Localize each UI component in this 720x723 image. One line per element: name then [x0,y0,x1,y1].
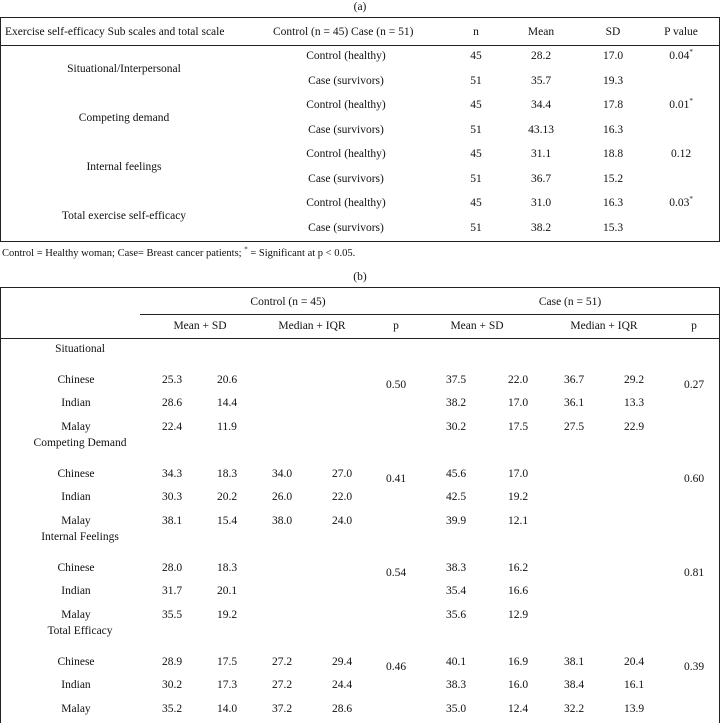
n-cell: 45 [470,50,482,62]
control-sd-cell: 11.9 [217,420,237,433]
mean-cell: 35.7 [530,74,552,87]
ethnicity-label: Indian [61,585,91,597]
case-mean-cell: 38.2 [445,397,467,409]
case-mean-cell: 35.6 [445,608,467,621]
control-mean-cell: 28.0 [161,561,183,574]
control-mean-cell: 34.3 [161,467,183,480]
footnote-definitions: Control = Healthy woman; Case= Breast cancer patients; [2,248,242,259]
control-sd-cell: 20.2 [216,491,238,503]
p-value: 0.01* [669,97,693,111]
case-mean-cell: 37.5 [445,373,467,386]
control-iqr-cell: 22.0 [331,491,353,503]
footnote-significance: = Significant at p < 0.05. [250,248,356,259]
n-cell: 51 [470,221,482,234]
table-a-top-rule [0,17,720,18]
ethnicity-label: Malay [61,608,91,621]
case-mean-cell: 42.5 [445,491,467,503]
ethnicity-label: Malay [61,702,91,715]
control-median-cell: 38.0 [271,514,293,527]
group-label: Case (survivors) [308,221,384,234]
case-sd-cell: 16.6 [507,585,529,597]
case-p-value: 0.81 [683,567,705,579]
table-b-header-rule [0,338,720,339]
control-sd-cell: 17.5 [216,655,238,668]
subscale-name: Internal feelings [86,161,162,173]
case-mean-cell: 40.1 [445,655,467,668]
group-label: Control (healthy) [306,99,386,111]
case-p-value: 0.39 [683,661,705,673]
n-cell: 45 [470,99,482,111]
table-b-control-median-iqr-header: Median + IQR [278,320,346,332]
table-a-label: (a) [353,1,367,13]
mean-cell: 28.2 [530,50,552,62]
case-median-cell: 27.5 [563,420,585,433]
n-cell: 45 [470,197,482,209]
control-iqr-cell: 27.0 [331,467,353,480]
control-sd-cell: 18.3 [216,561,238,574]
significance-mark: * [689,48,693,57]
control-p-value: 0.41 [385,473,407,485]
control-mean-cell: 30.2 [161,679,183,691]
case-median-cell: 38.4 [563,679,585,691]
control-mean-cell: 28.9 [161,655,183,668]
case-sd-cell: 22.0 [507,373,529,386]
case-mean-cell: 35.0 [445,702,467,715]
mean-cell: 36.7 [530,172,552,185]
ethnicity-label: Indian [61,679,91,691]
case-mean-cell: 38.3 [445,679,467,691]
group-label: Control (healthy) [306,50,386,62]
case-iqr-cell: 22.9 [623,420,645,433]
control-iqr-cell: 24.4 [331,679,353,691]
control-sd-cell: 14.4 [216,397,238,409]
case-mean-cell: 35.4 [445,585,467,597]
sd-cell: 16.3 [602,123,624,136]
control-mean-cell: 25.3 [161,373,183,386]
control-mean-cell: 38.1 [161,514,183,527]
case-mean-cell: 38.3 [445,561,467,574]
table-a-header-sd: SD [605,26,621,38]
control-mean-cell: 35.5 [161,608,183,621]
p-value: 0.12 [670,148,692,160]
table-a-header-group: Control (n = 45) Case (n = 51) [273,26,414,38]
section-name: Internal Feelings [41,531,119,543]
mean-cell: 34.4 [530,99,552,111]
n-cell: 51 [470,172,482,185]
control-iqr-cell: 24.0 [331,514,353,527]
control-p-value: 0.46 [385,661,407,673]
sd-cell: 15.3 [602,221,624,234]
table-b-top-rule [0,287,720,288]
control-median-cell: 26.0 [271,491,293,503]
case-median-cell: 32.2 [563,702,585,715]
case-sd-cell: 12.1 [507,514,529,527]
table-b-label: (b) [353,271,367,283]
case-sd-cell: 17.0 [507,397,529,409]
sd-cell: 19.3 [602,74,624,87]
control-p-value: 0.50 [385,379,407,391]
case-iqr-cell: 29.2 [623,373,645,386]
case-mean-cell: 45.6 [445,467,467,480]
ethnicity-label: Malay [61,420,91,433]
subscale-name: Competing demand [78,112,170,124]
control-mean-cell: 31.7 [161,585,183,597]
table-a-header-p: P value [664,26,698,38]
case-sd-cell: 19.2 [507,491,529,503]
footnote-significance-mark: * [244,245,248,254]
case-iqr-cell: 16.1 [623,679,645,691]
significance-mark: * [689,195,693,204]
p-value: 0.03* [669,195,693,209]
ethnicity-label: Indian [61,397,91,409]
table-a-left-border [0,17,1,242]
control-sd-cell: 18.3 [216,467,238,480]
case-mean-cell: 39.9 [445,514,467,527]
control-median-cell: 34.0 [271,467,293,480]
case-sd-cell: 16.2 [507,561,529,574]
control-median-cell: 27.2 [271,679,293,691]
n-cell: 51 [470,123,482,136]
case-sd-cell: 17.5 [507,420,529,433]
mean-cell: 31.0 [530,197,552,209]
case-iqr-cell: 13.3 [623,397,645,409]
sd-cell: 17.0 [602,50,624,62]
sd-cell: 16.3 [602,197,624,209]
control-sd-cell: 19.2 [216,608,238,621]
case-sd-cell: 12.9 [507,608,529,621]
table-a-header-n: n [473,26,479,38]
control-sd-cell: 20.1 [216,585,238,597]
p-value: 0.04* [669,48,693,62]
control-median-cell: 37.2 [271,702,293,715]
control-sd-cell: 14.0 [216,702,238,715]
mean-cell: 38.2 [530,221,552,234]
table-b-case-mean-sd-header: Mean + SD [450,320,504,332]
table-b-control-mean-sd-header: Mean + SD [173,320,227,332]
subscale-name: Situational/Interpersonal [67,63,181,75]
section-name: Total Efficacy [47,625,113,637]
sd-cell: 18.8 [602,148,624,160]
table-a-bottom-rule [0,241,720,242]
case-sd-cell: 12.4 [507,702,529,715]
case-median-cell: 36.1 [563,397,585,409]
control-sd-cell: 15.4 [216,514,238,527]
section-name: Situational [55,343,105,355]
group-label: Control (healthy) [306,197,386,209]
control-mean-cell: 22.4 [161,420,183,433]
significance-mark: * [689,97,693,106]
control-mean-cell: 30.3 [161,491,183,503]
n-cell: 45 [470,148,482,160]
control-p-value: 0.54 [385,567,407,579]
case-iqr-cell: 20.4 [623,655,645,668]
case-mean-cell: 30.2 [445,420,467,433]
section-name: Competing Demand [33,437,127,449]
table-b-case-p-header: p [691,320,697,332]
case-p-value: 0.27 [683,379,705,391]
ethnicity-label: Chinese [57,561,95,574]
control-mean-cell: 28.6 [161,397,183,409]
mean-cell: 43.13 [528,123,554,136]
case-sd-cell: 16.9 [507,655,529,668]
group-label: Case (survivors) [308,123,384,136]
table-a-header-scale: Exercise self-efficacy Sub scales and total scale [5,26,225,38]
table-a-header-rule [0,45,720,46]
group-label: Case (survivors) [308,74,384,87]
mean-cell: 31.1 [530,148,552,160]
ethnicity-label: Chinese [57,655,95,668]
ethnicity-label: Indian [61,491,91,503]
control-sd-cell: 20.6 [216,373,238,386]
table-b-control-span-rule [140,314,420,315]
table-b-control-p-header: p [393,320,399,332]
group-label: Case (survivors) [308,172,384,185]
table-b-case-header: Case (n = 51) [538,296,602,308]
n-cell: 51 [470,74,482,87]
sd-cell: 17.8 [602,99,624,111]
control-sd-cell: 17.3 [216,679,238,691]
control-iqr-cell: 29.4 [331,655,353,668]
ethnicity-label: Chinese [57,467,95,480]
case-median-cell: 38.1 [563,655,585,668]
subscale-name: Total exercise self-efficacy [61,210,187,222]
table-b-control-header: Control (n = 45) [250,296,326,308]
table-b-case-span-rule [420,314,720,315]
control-mean-cell: 35.2 [161,702,183,715]
table-a-header-mean: Mean [527,26,555,38]
table-b-case-median-iqr-header: Median + IQR [570,320,638,332]
table-b-left-border [0,287,1,723]
case-iqr-cell: 13.9 [623,702,645,715]
ethnicity-label: Malay [61,514,91,527]
group-label: Control (healthy) [306,148,386,160]
sd-cell: 15.2 [602,172,624,185]
case-p-value: 0.60 [683,473,705,485]
case-median-cell: 36.7 [563,373,585,386]
ethnicity-label: Chinese [57,373,95,386]
control-median-cell: 27.2 [271,655,293,668]
table-a-footnote [2,245,356,259]
control-iqr-cell: 28.6 [331,702,353,715]
case-sd-cell: 17.0 [507,467,529,480]
case-sd-cell: 16.0 [507,679,529,691]
